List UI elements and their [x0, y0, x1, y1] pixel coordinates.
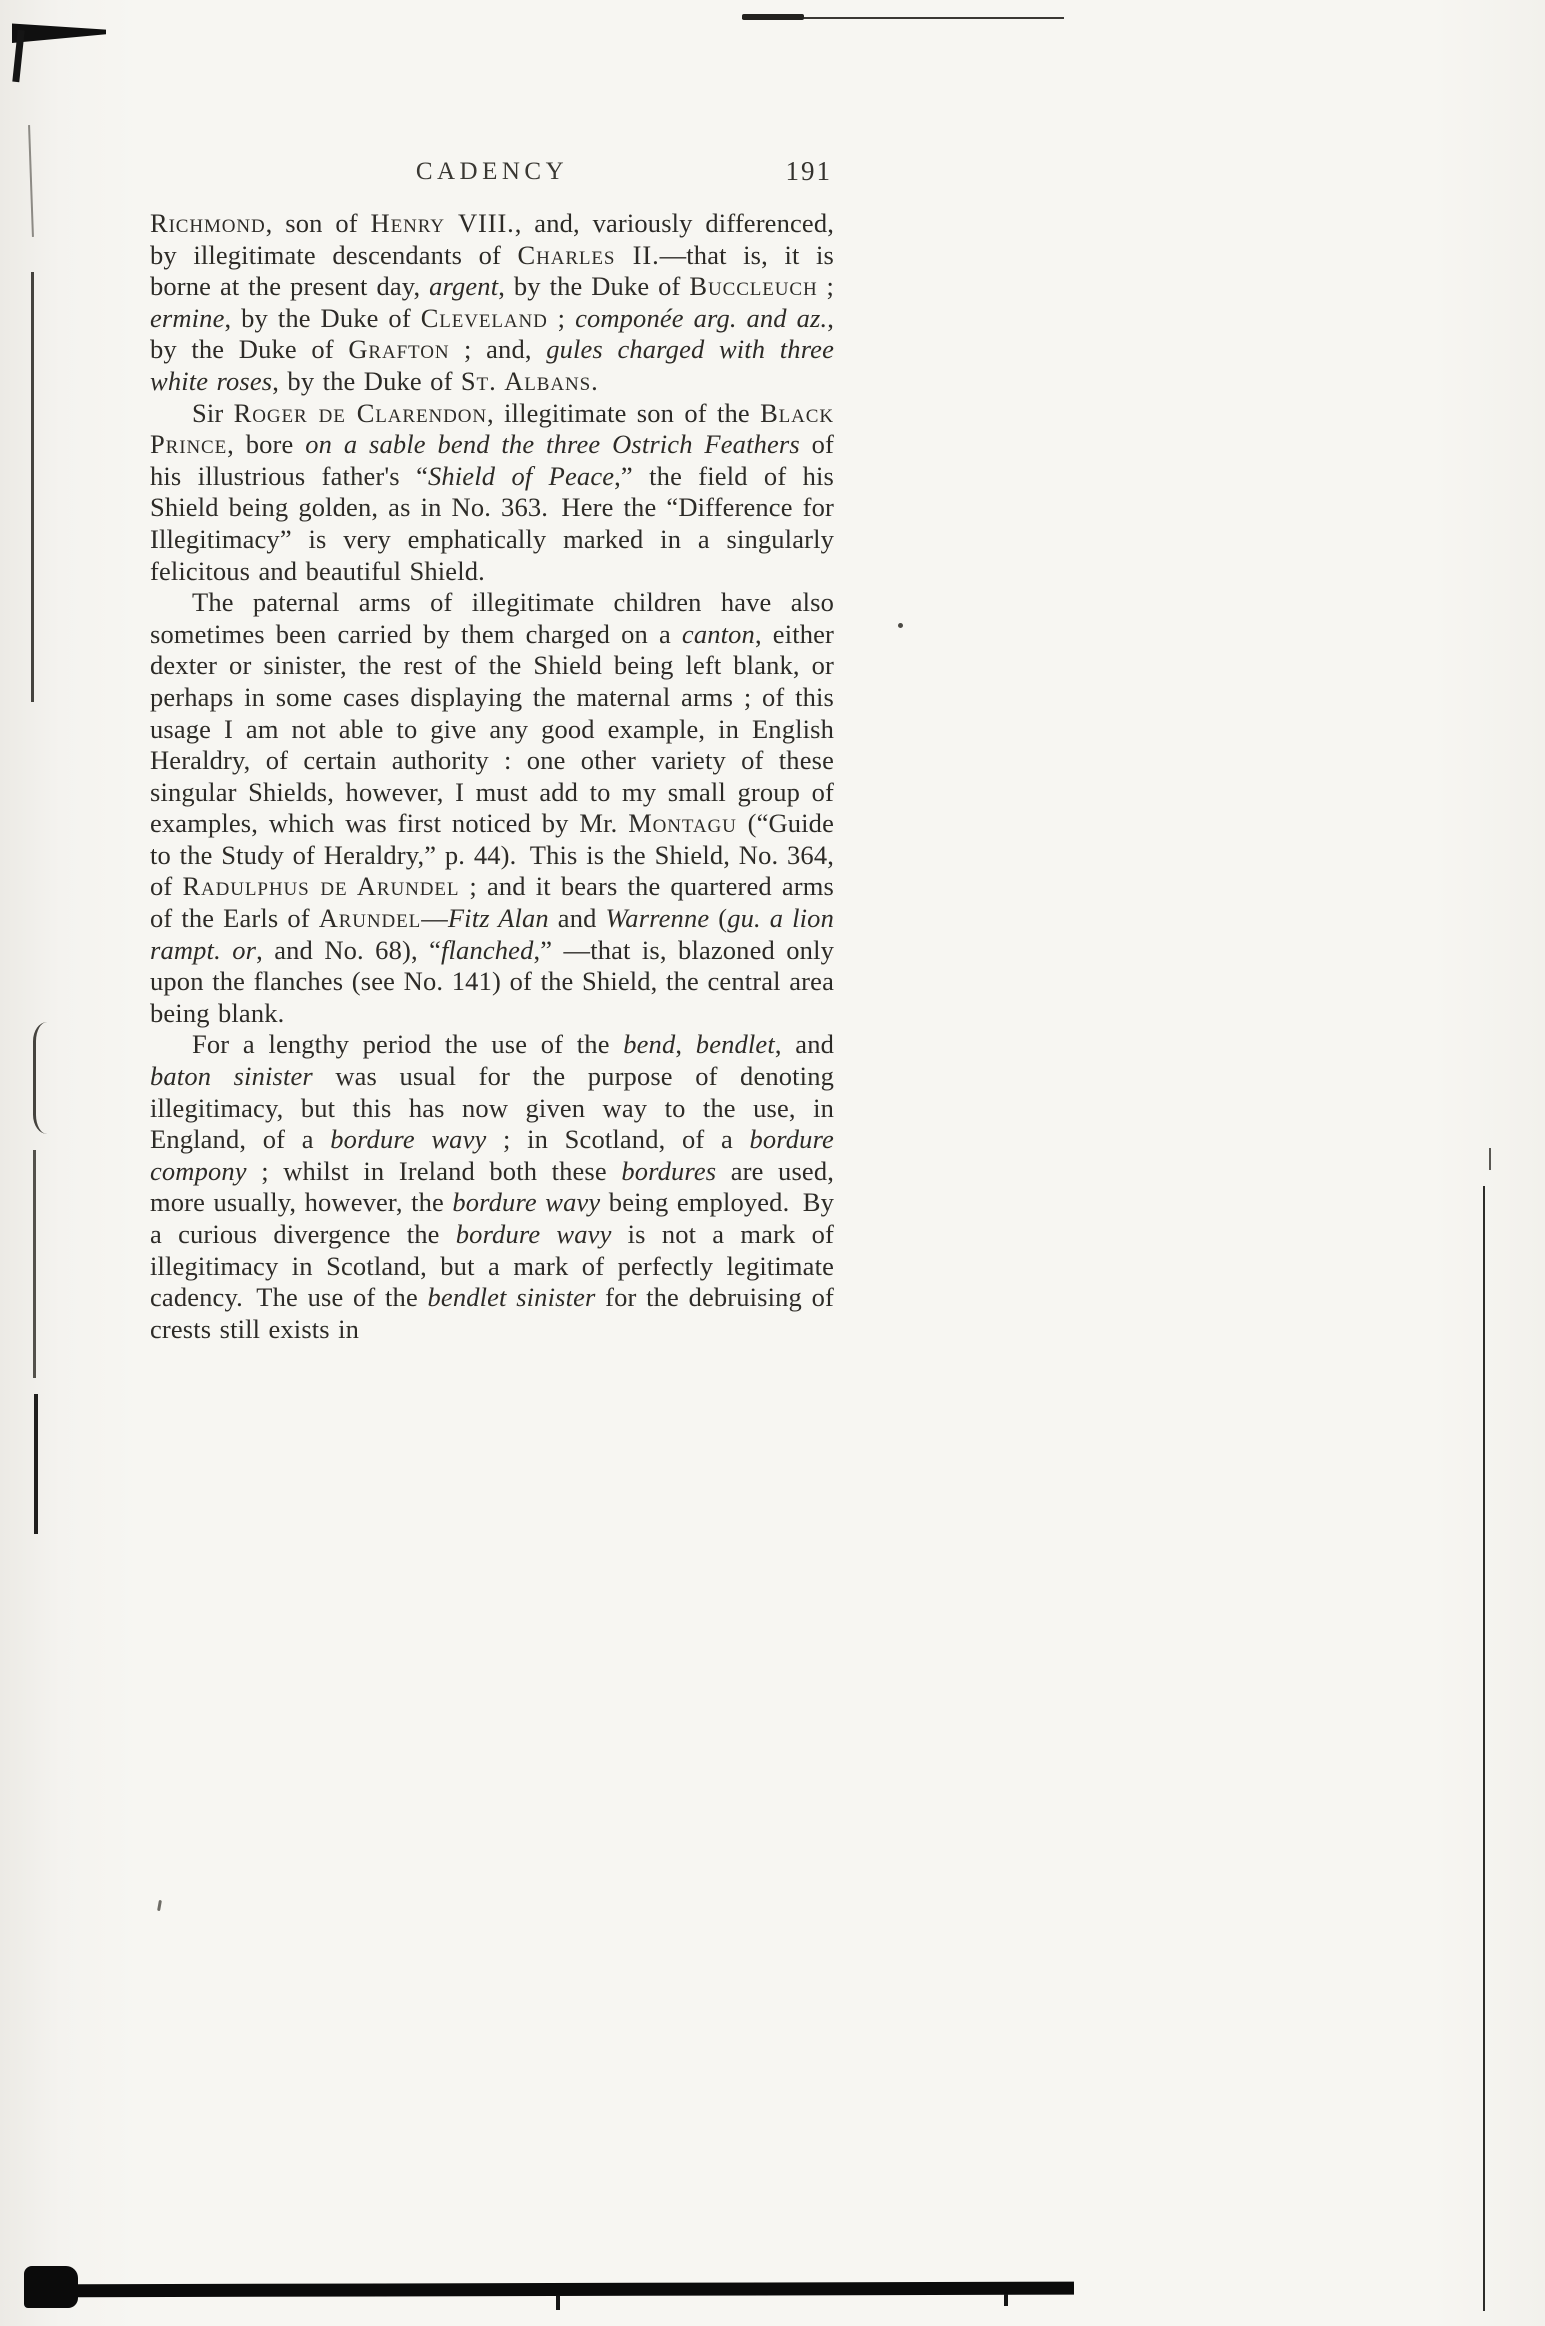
smallcaps-text: Cleveland: [420, 302, 548, 333]
smallcaps-text: Henry VIII.: [370, 208, 515, 238]
italic-text: flanched: [441, 934, 534, 965]
paragraph: [150, 398, 834, 588]
italic-text: argent: [429, 271, 499, 302]
italic-text: canton: [681, 618, 755, 649]
running-head-title: CADENCY: [415, 158, 569, 185]
scan-artifact-bottom-tick: [556, 2296, 560, 2310]
text-run: —: [421, 903, 448, 934]
smallcaps-text: St. Albans: [460, 365, 592, 396]
paragraph: [150, 1029, 834, 1345]
scan-artifact-left-line: [33, 1150, 36, 1378]
text-column: [150, 156, 834, 1345]
text-run: .: [591, 365, 598, 396]
italic-text: ermine: [150, 302, 225, 333]
text-run: ,” —that is, blazoned only upon the flanches (see No. 141) of the Shield, the central area being blank.: [150, 934, 834, 1028]
page-header: [150, 156, 834, 198]
text-run: The paternal arms of illegitimate children have also sometimes been carried by them charged on a: [150, 587, 834, 649]
text-run: ;: [547, 302, 576, 333]
text-run: was usual for the purpose of denoting illegitimacy, but this has now given way to the use, in England, of a: [150, 1061, 834, 1155]
italic-text: bend: [623, 1029, 676, 1060]
italic-text: Warrenne: [605, 903, 710, 934]
text-run: for the debruising of crests still exists in: [150, 1282, 834, 1344]
scan-artifact-left-line: [28, 125, 34, 237]
smallcaps-text: Buccleuch: [689, 271, 818, 302]
page-number: 191: [785, 156, 832, 186]
text-run: ; in Scotland, of a: [486, 1124, 750, 1155]
smallcaps-text: Roger de Clarendon: [233, 397, 487, 428]
smallcaps-text: Richmond: [150, 208, 266, 238]
paragraph: [150, 208, 834, 398]
italic-text: bendlet: [695, 1029, 775, 1060]
scan-artifact-bottom-bar: [32, 2282, 1074, 2298]
smallcaps-text: Charles II.: [517, 239, 660, 270]
text-run: , and, variously differenced, by illegitimate descendants of: [150, 208, 834, 270]
italic-text: Fitz Alan: [447, 903, 549, 934]
scan-artifact-top-left-corner: [12, 20, 106, 43]
text-run: , and: [774, 1029, 834, 1060]
text-run: ; and,: [449, 334, 547, 365]
smallcaps-text: Black Prince: [150, 397, 834, 460]
italic-text: gules charged with three white roses: [150, 334, 835, 396]
text-run: (“Guide to the Study of Heraldry,” p. 44). This is the Shield, No. 364, of: [150, 808, 834, 902]
text-run: , by the Duke of: [272, 365, 461, 396]
scan-artifact-left-line: [31, 272, 34, 702]
text-run: of his illustrious father's “: [150, 429, 835, 491]
text-run: , by the Duke of: [224, 302, 421, 333]
text-run: being employed. By a curious divergence the: [150, 1187, 834, 1249]
text-body: [150, 208, 834, 1345]
scan-artifact-left-curve: [33, 1022, 47, 1134]
text-run: are used, more usually, however, the: [150, 1155, 834, 1218]
scan-artifact-right-line: [1483, 1186, 1485, 2311]
italic-text: componée arg. and az.: [575, 302, 828, 333]
text-run: ; and it bears the quartered arms of the Earls of: [150, 871, 834, 934]
smallcaps-text: Radulphus de Arundel: [182, 871, 460, 902]
text-run: , by the Duke of: [150, 302, 835, 365]
text-run: Sir: [192, 397, 234, 428]
text-run: and: [548, 903, 606, 934]
text-run: For a lengthy period the use of the: [192, 1029, 624, 1060]
text-run: , either dexter or sinister, the rest of the Shield being left blank, or perhaps in some cases displaying the maternal arms ; of this usage I am not able to give any good example, in English Heraldry, of certain authority : one other variety of these singular Shields, however, I must add to my small group of examples, which was first noticed by Mr.: [150, 618, 835, 839]
italic-text: on a sable bend the three Ostrich Feathers: [305, 429, 800, 460]
italic-text: baton sinister: [150, 1061, 313, 1092]
text-run: (: [709, 903, 728, 934]
italic-text: gu. a lion rampt. or: [150, 903, 834, 965]
text-run: , by the Duke of: [498, 271, 690, 302]
italic-text: bordures: [621, 1155, 717, 1186]
italic-text: bordure wavy: [452, 1187, 601, 1218]
text-run: —that is, it is borne at the present day,: [150, 239, 834, 302]
scan-artifact-bottom-blob: [24, 2266, 78, 2308]
italic-text: bordure wavy: [330, 1124, 487, 1155]
scan-artifact-bottom-tick: [1004, 2294, 1008, 2306]
italic-text: bendlet sinister: [427, 1282, 596, 1313]
text-run: ,: [675, 1029, 696, 1060]
scan-artifact-dot: [898, 623, 903, 628]
italic-text: bordure compony: [150, 1124, 834, 1186]
text-run: ; whilst in Ireland both these: [246, 1155, 622, 1186]
scan-artifact-speck: [157, 1900, 162, 1911]
scan-artifact-left-line: [34, 1394, 38, 1534]
text-run: , son of: [265, 208, 371, 238]
text-run: ,” the field of his Shield being golden, as in No. 363. Here the “Difference for Illegitimacy” is very emphatically marked in a singularly felicitous and beautiful Shield.: [150, 460, 835, 586]
text-run: ;: [817, 271, 834, 302]
smallcaps-text: Grafton: [348, 334, 450, 365]
scan-artifact-top-rule-thick: [742, 14, 804, 20]
italic-text: Shield of Peace: [427, 460, 615, 491]
paragraph: [150, 587, 834, 1029]
text-run: , bore: [227, 429, 306, 460]
text-run: , and No. 68), “: [256, 934, 442, 965]
italic-text: bordure wavy: [455, 1219, 612, 1249]
scan-artifact-right-tick: [1489, 1148, 1491, 1170]
text-run: is not a mark of illegitimacy in Scotland, but a mark of perfectly legitimate cadency. The use of the: [150, 1219, 834, 1313]
smallcaps-text: Arundel: [318, 903, 422, 934]
smallcaps-text: Montagu: [628, 808, 737, 839]
text-run: , illegitimate son of the: [487, 397, 761, 428]
